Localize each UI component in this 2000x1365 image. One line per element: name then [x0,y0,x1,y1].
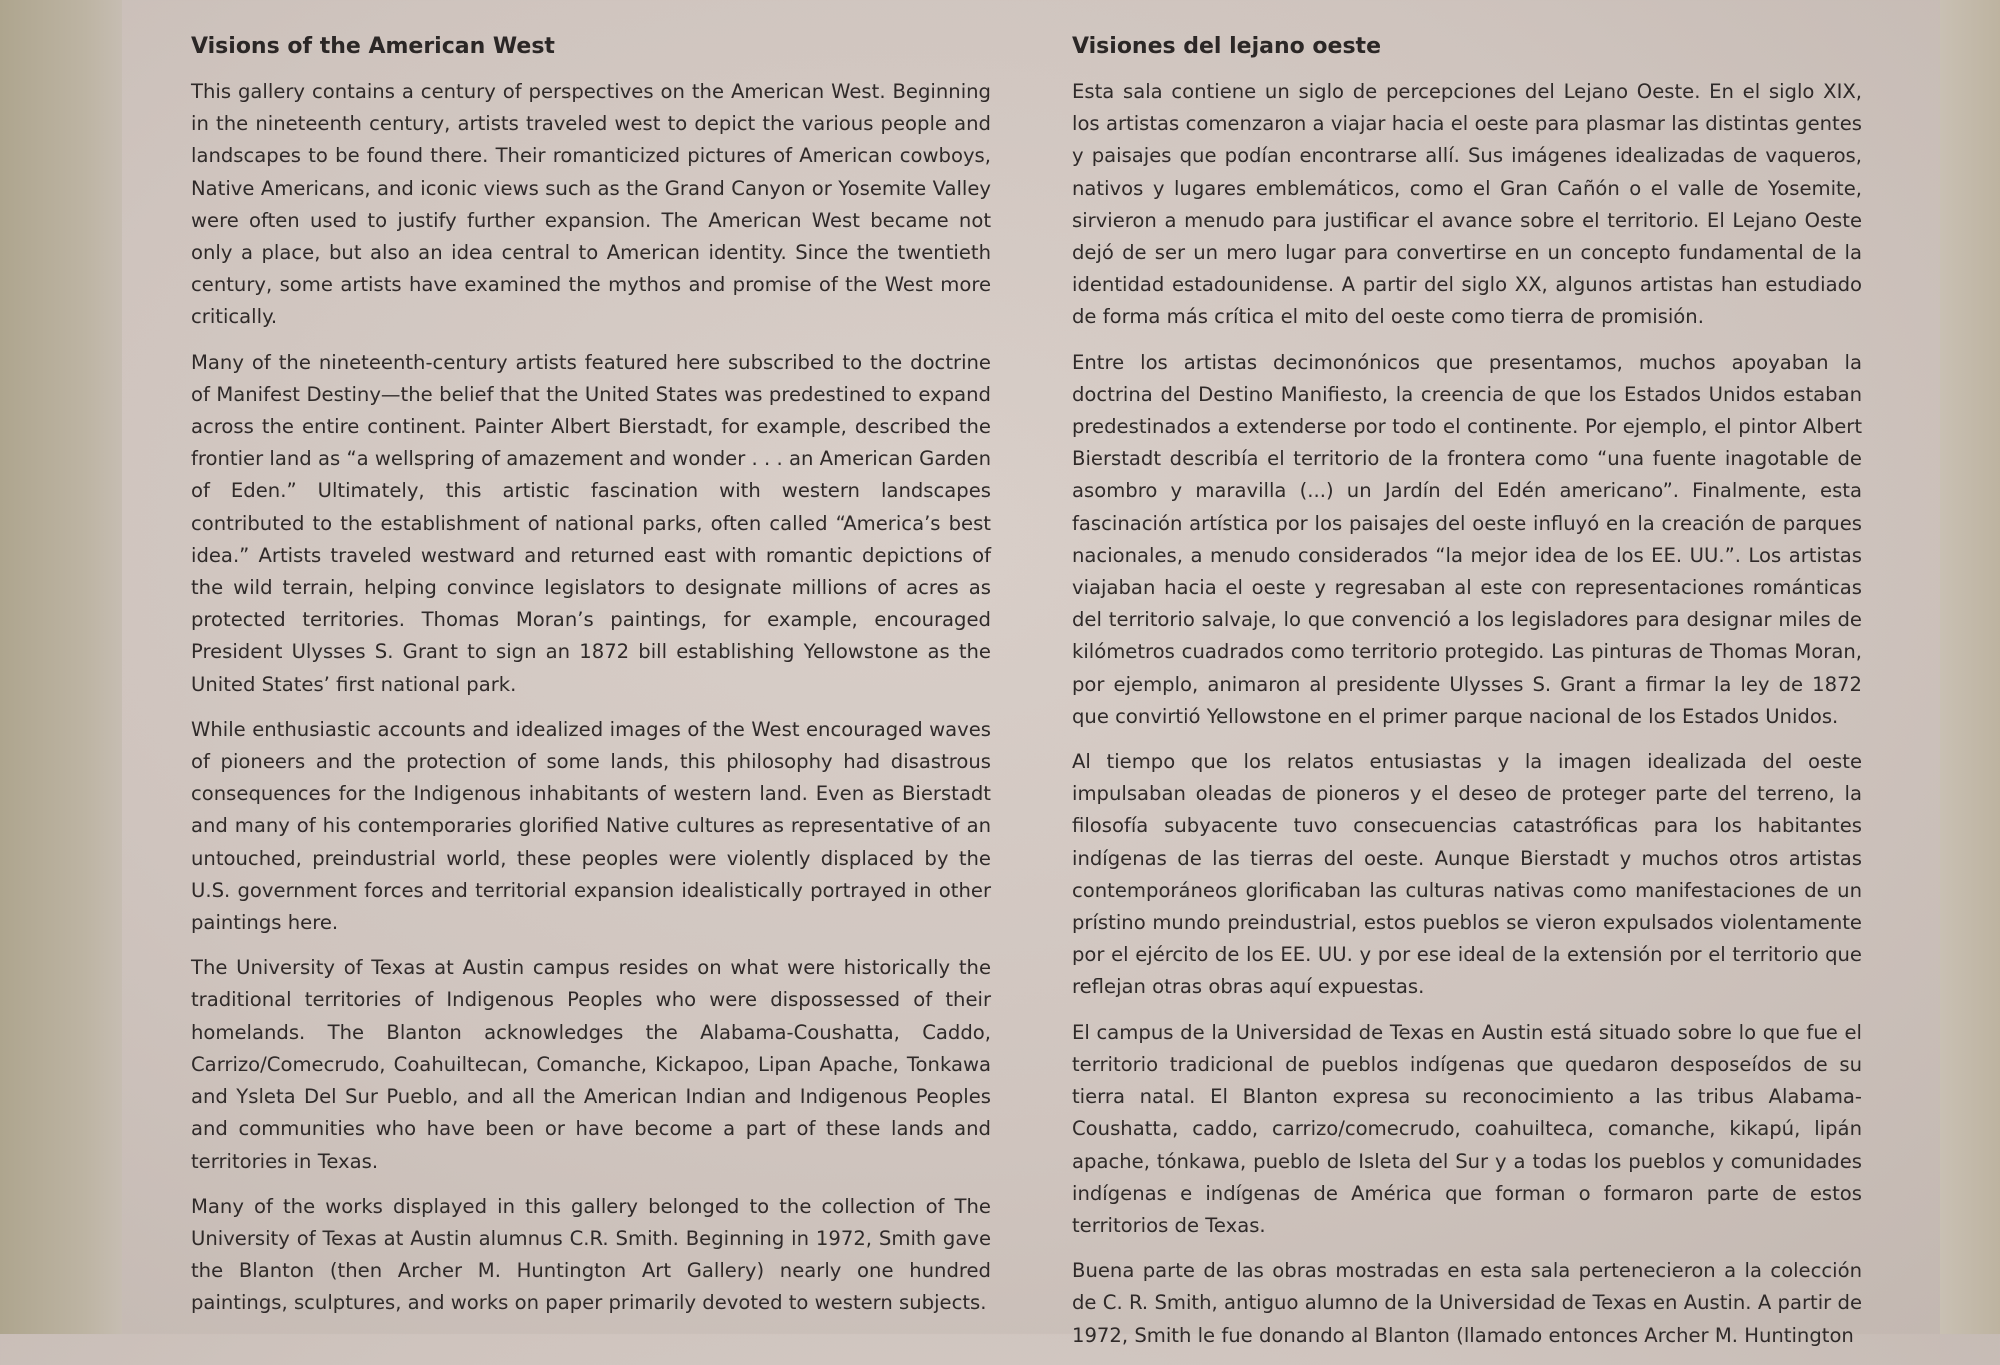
english-title: Visions of the American West [191,34,555,59]
english-paragraph-5: Many of the works displayed in this gallery belonged to the collection of The University of Texas at Austin alumnus C.R. Smith. Beginning in 1972, Smith gave the Blanton (then Archer M. Huntington Art Gallery) nearly one hundred paintings, sculptures, and works on paper primarily devoted to western subjects. [191,1194,991,1315]
spanish-paragraph-2: Entre los artistas decimonónicos que presentamos, muchos apoyaban la doctrina del Destino Manifiesto, la creencia de que los Estados Unidos estaban predestinados a extenderse por todo el continente. Por ejemplo, el pintor Albert Bierstadt describía el territorio de la frontera como “una fuente inagotable de asombro y maravilla (...) un Jardín del Edén americano”. Finalmente, esta fascinación artística por los paisajes del oeste influyó en la creación de parques nacionales, a menudo considerados “la mejor idea de los EE. UU.”. Los artistas viajaban hacia el oeste y regresaban al este con representaciones románticas del territorio salvaje, lo que convenció a los legisladores para designar miles de kilómetros cuadrados como territorio protegido. Las pinturas de Thomas Moran, por ejemplo, animaron al presidente Ulysses S. Grant a firmar la ley de 1872 que convirtió Yellowstone en el primer parque nacional de los Estados Unidos. [1072,350,1862,728]
spanish-paragraph-4: El campus de la Universidad de Texas en Austin está situado sobre lo que fue el territorio tradicional de pueblos indígenas que quedaron desposeídos de su tierra natal. El Blanton expresa su reconocimiento a las tribus Alabama-Coushatta, caddo, carrizo/comecrudo, coahuilteca, comanche, kikapú, lipán apache, tónkawa, pueblo de Isleta del Sur y a todas los pueblos y comunidades indígenas e indígenas de América que forman o formaron parte de estos territorios de Texas. [1072,1020,1862,1237]
spanish-title: Visiones del lejano oeste [1072,34,1381,59]
wall-right-edge [1940,0,2000,1334]
spanish-paragraph-3: Al tiempo que los relatos entusiastas y la imagen idealizada del oeste impulsaban oleadas de pioneros y el deseo de proteger parte del terreno, la filosofía subyacente tuvo consecuencias catastróficas para los habitantes indígenas de las tierras del oeste. Aunque Bierstadt y muchos otros artistas contemporáneos glorificaban las culturas nativas como manifestaciones de un prístino mundo preindustrial, estos pueblos se vieron expulsados violentamente por el ejército de los EE. UU. y por ese ideal de la extensión por el territorio que reflejan otras obras aquí expuestas. [1072,750,1862,999]
english-column [191,32,991,1333]
wall-left-edge [0,0,122,1334]
spanish-paragraph-1: Esta sala contiene un siglo de percepciones del Lejano Oeste. En el siglo XIX, los artistas comenzaron a viajar hacia el oeste para plasmar las distintas gentes y paisajes que podían encontrarse allí. Sus imágenes idealizadas de vaqueros, nativos y lugares emblemáticos, como el Gran Cañón o el valle de Yosemite, sirvieron a menudo para justificar el avance sobre el territorio. El Lejano Oeste dejó de ser un mero lugar para convertirse en un concepto fundamental de la identidad estadounidense. A partir del siglo XX, algunos artistas han estudiado de forma más crítica el mito del oeste como tierra de promisión. [1072,80,1862,329]
english-paragraph-1: This gallery contains a century of perspectives on the American West. Beginning in the nineteenth century, artists traveled west to depict the various people and landscapes to be found there. Their romanticized pictures of American cowboys, Native Americans, and iconic views such as the Grand Canyon or Yosemite Valley were often used to justify further expansion. The American West became not only a place, but also an idea central to American identity. Since the twentieth century, some artists have examined the mythos and promise of the West more critically. [191,80,991,329]
spanish-paragraph-5: Buena parte de las obras mostradas en esta sala pertenecieron a la colección de C. R. Smith, antiguo alumno de la Universidad de Texas en Austin. A partir de 1972, Smith le fue donando al Blanton (llamado entonces Archer M. Huntington [1072,1259,1862,1347]
spanish-column [1072,32,1862,1365]
english-paragraph-4: The University of Texas at Austin campus resides on what were historically the traditional territories of Indigenous Peoples who were dispossessed of their homelands. The Blanton acknowledges the Alabama-Coushatta, Caddo, Carrizo/Comecrudo, Coahuiltecan, Comanche, Kickapoo, Lipan Apache, Tonkawa and Ysleta Del Sur Pueblo, and all the American Indian and Indigenous Peoples and communities who have been or have become a part of these lands and territories in Texas. [191,956,991,1173]
english-paragraph-2: Many of the nineteenth-century artists featured here subscribed to the doctrine of Manifest Destiny—the belief that the United States was predestined to expand across the entire continent. Painter Albert Bierstadt, for example, described the frontier land as “a wellspring of amazement and wonder . . . an American Garden of Eden.” Ultimately, this artistic fascination with western landscapes contributed to the establishment of national parks, often called “America’s best idea.” Artists traveled westward and returned east with romantic depictions of the wild terrain, helping convince legislators to designate millions of acres as protected territories. Thomas Moran’s paintings, for example, encouraged President Ulysses S. Grant to sign an 1872 bill establishing Yellowstone as the United States’ first national park. [191,350,991,696]
english-paragraph-3: While enthusiastic accounts and idealized images of the West encouraged waves of pioneers and the protection of some lands, this philosophy had disastrous consequences for the Indigenous inhabitants of western land. Even as Bierstadt and many of his contemporaries glorified Native cultures as representative of an untouched, preindustrial world, these peoples were violently displaced by the U.S. government forces and territorial expansion idealistically portrayed in other paintings here. [191,717,991,935]
